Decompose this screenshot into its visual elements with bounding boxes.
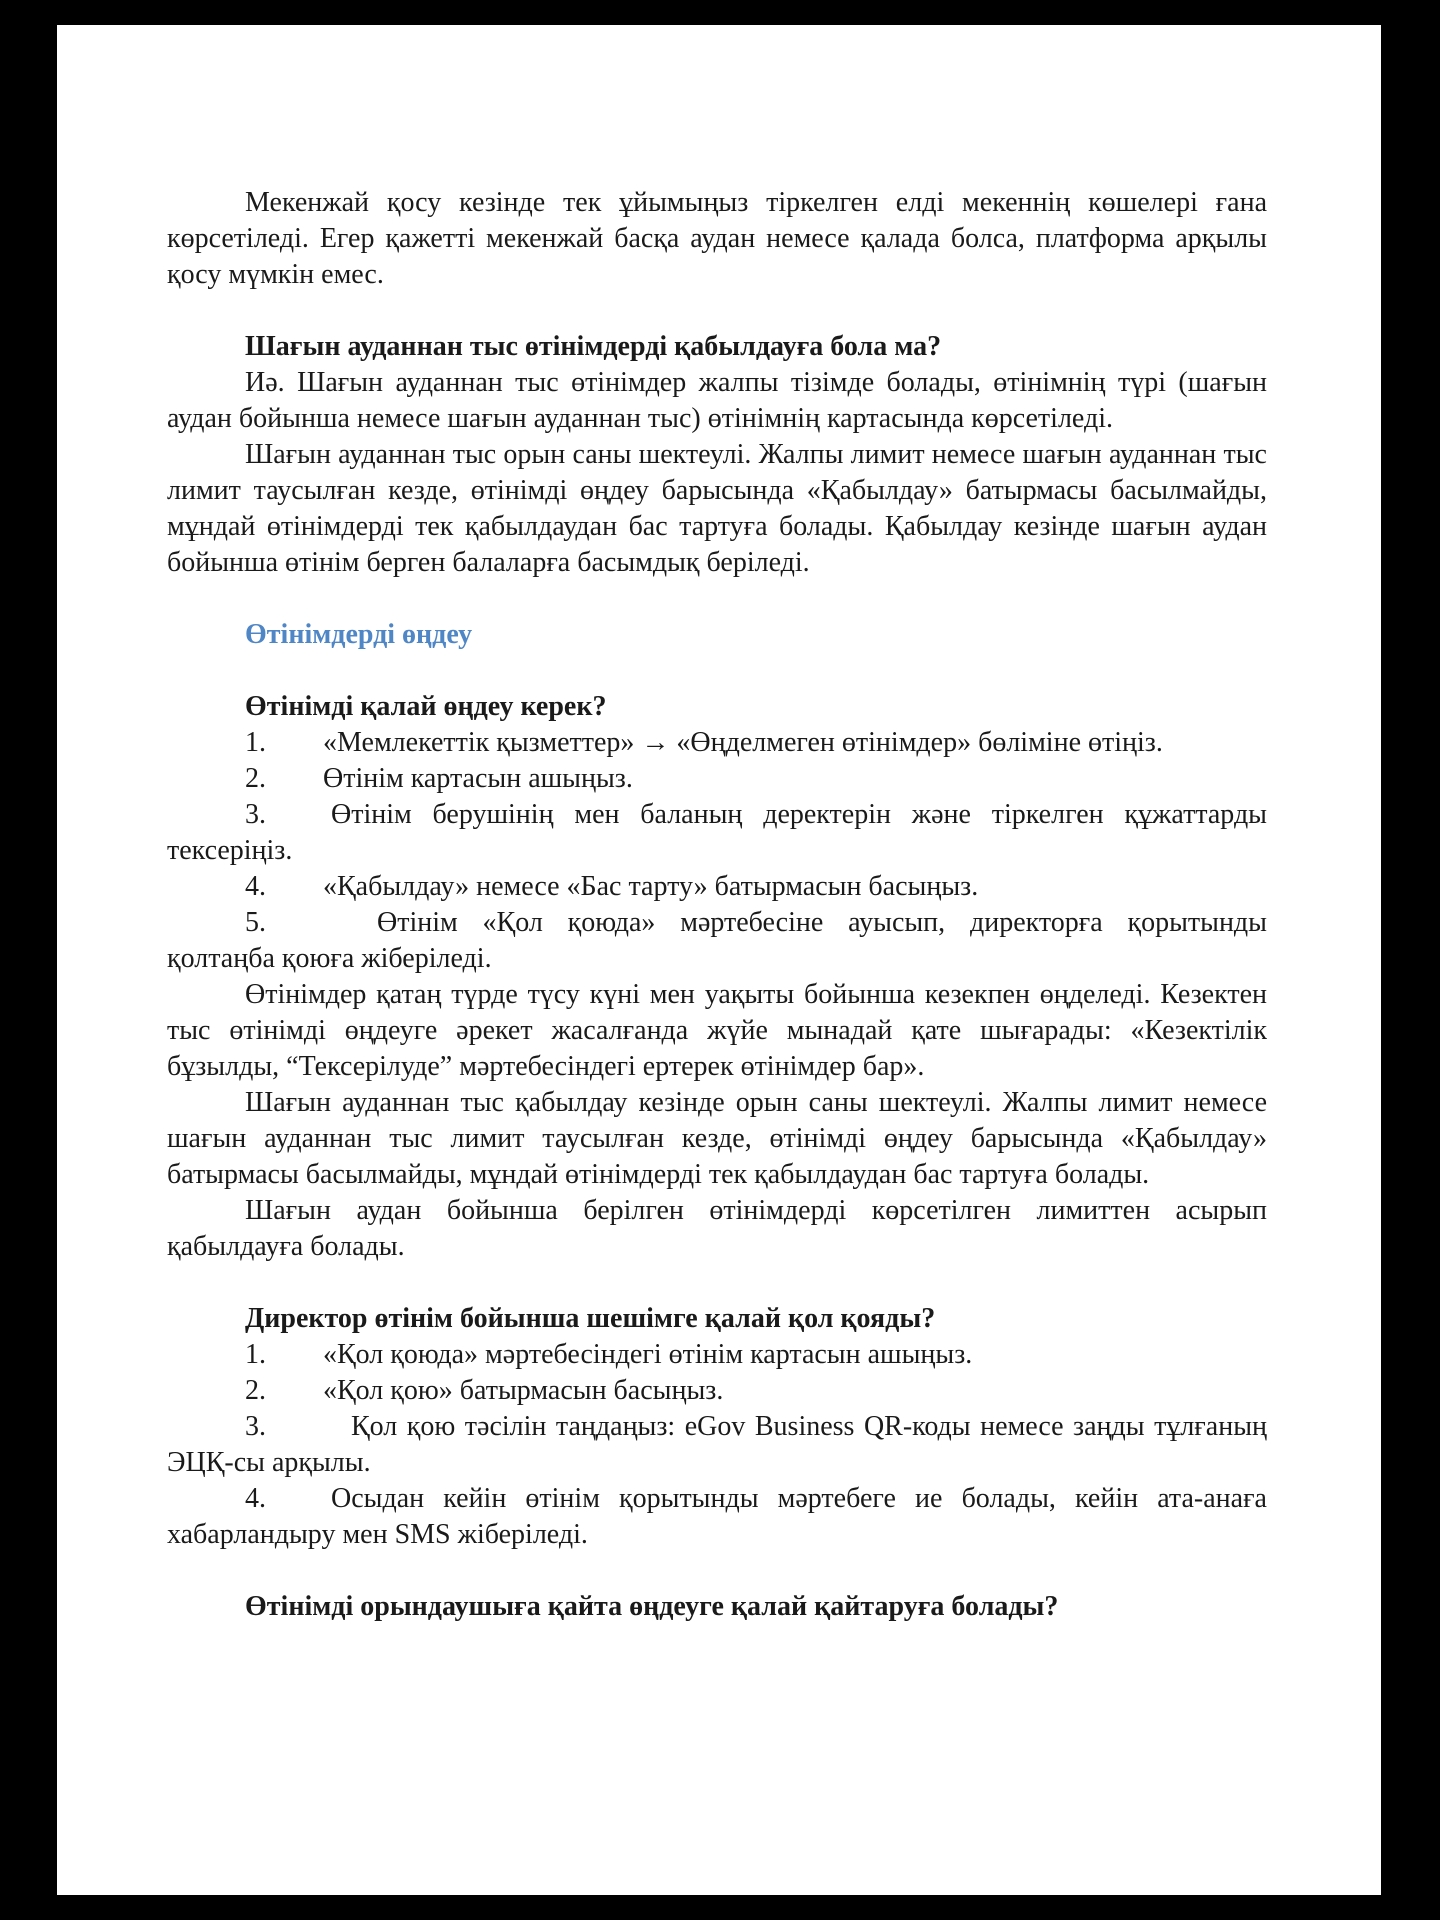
list-item-text: Өтінім картасын ашыңыз. [323, 763, 633, 794]
question-heading-return-for-rework: Өтінімді орындаушыға қайта өңдеуге қалай қайтаруға болады? [245, 1591, 1059, 1622]
list-item [167, 797, 1267, 869]
list-item [167, 905, 1267, 977]
paragraph-over-limit: Шағын аудан бойынша берілген өтінімдерді көрсетілген лимиттен асырып қабылдауға болады. [167, 1195, 1267, 1262]
list-item [167, 1481, 1267, 1553]
list-number: 3. [245, 799, 266, 830]
list-item-text: Қол қою тәсілін таңдаңыз: eGov Business QR-коды немесе заңды тұлғаның ЭЦҚ-сы арқылы. [167, 1411, 1267, 1478]
list-item-text: «Қол қою» батырмасын басыңыз. [323, 1375, 724, 1406]
list-item [167, 761, 1267, 797]
list-item [167, 869, 1267, 905]
list-number: 4. [245, 871, 266, 902]
list-item-text: «Мемлекеттік қызметтер» → «Өңделмеген өтінімдер» бөліміне өтіңіз. [323, 727, 1163, 758]
paragraph-outside-district-limit: Шағын ауданнан тыс орын саны шектеулі. Жалпы лимит немесе шағын ауданнан тыс лимит таусылған кезде, өтінімді өңдеу барысында «Қабылдау» батырмасы басылмайды, мұндай өтінімдерді тек қабылдаудан бас тартуға болады. Қабылдау кезінде шағын аудан бойынша өтінім берген балаларға басымдық беріледі. [167, 439, 1267, 578]
question-heading-director-sign: Директор өтінім бойынша шешімге қалай қол қояды? [245, 1303, 936, 1334]
list-number: 2. [245, 1375, 266, 1406]
paragraph-address: Мекенжай қосу кезінде тек ұйымыңыз тіркелген елді мекеннің көшелері ғана көрсетіледі. Егер қажетті мекенжай басқа аудан немесе қалада болса, платформа арқылы қосу мүмкін емес. [167, 187, 1267, 290]
list-number: 1. [245, 1339, 266, 1370]
list-number: 3. [245, 1411, 266, 1442]
list-item [167, 725, 1267, 761]
paragraph-queue-order: Өтінімдер қатаң түрде түсу күні мен уақыты бойынша кезекпен өңделеді. Кезектен тыс өтінімді өңдеуге әрекет жасалғанда жүйе мынадай қате шығарады: «Кезектілік бұзылды, “Тексерілуде” мәртебесіндегі ертерек өтінімдер бар». [167, 979, 1267, 1082]
list-number: 4. [245, 1483, 266, 1514]
paragraph-limit: Шағын ауданнан тыс қабылдау кезінде орын саны шектеулі. Жалпы лимит немесе шағын ауданнан тыс лимит таусылған кезде, өтінімді өңдеу барысында «Қабылдау» батырмасы басылмайды, мұндай өтінімдерді тек қабылдаудан бас тартуға болады. [167, 1087, 1267, 1190]
document-page [57, 25, 1381, 1895]
list-item [167, 1337, 1267, 1373]
list-item-text: Осыдан кейін өтінім қорытынды мәртебеге ие болады, кейін ата-анаға хабарландыру мен SMS жіберіледі. [167, 1483, 1267, 1550]
question-heading-how-to-process: Өтінімді қалай өңдеу керек? [245, 691, 607, 722]
list-number: 1. [245, 727, 266, 758]
document-body [167, 185, 1267, 1625]
list-item [167, 1373, 1267, 1409]
paragraph-outside-district-answer: Иә. Шағын ауданнан тыс өтінімдер жалпы тізімде болады, өтінімнің түрі (шағын аудан бойынша немесе шағын ауданнан тыс) өтінімнің картасында көрсетіледі. [167, 367, 1267, 434]
list-item-text: Өтінім «Қол қоюда» мәртебесіне ауысып, директорға қорытынды қолтаңба қоюға жіберіледі. [167, 907, 1267, 974]
list-number: 5. [245, 907, 266, 938]
section-heading-processing: Өтінімдерді өңдеу [245, 619, 473, 650]
list-number: 2. [245, 763, 266, 794]
list-item-text: Өтінім берушінің мен баланың деректерін және тіркелген құжаттарды тексеріңіз. [167, 799, 1267, 866]
question-heading-outside-district: Шағын ауданнан тыс өтінімдерді қабылдауға бола ма? [245, 331, 942, 362]
list-item-text: «Қабылдау» немесе «Бас тарту» батырмасын басыңыз. [323, 871, 979, 902]
list-item [167, 1409, 1267, 1481]
list-item-text: «Қол қоюда» мәртебесіндегі өтінім картасын ашыңыз. [323, 1339, 973, 1370]
